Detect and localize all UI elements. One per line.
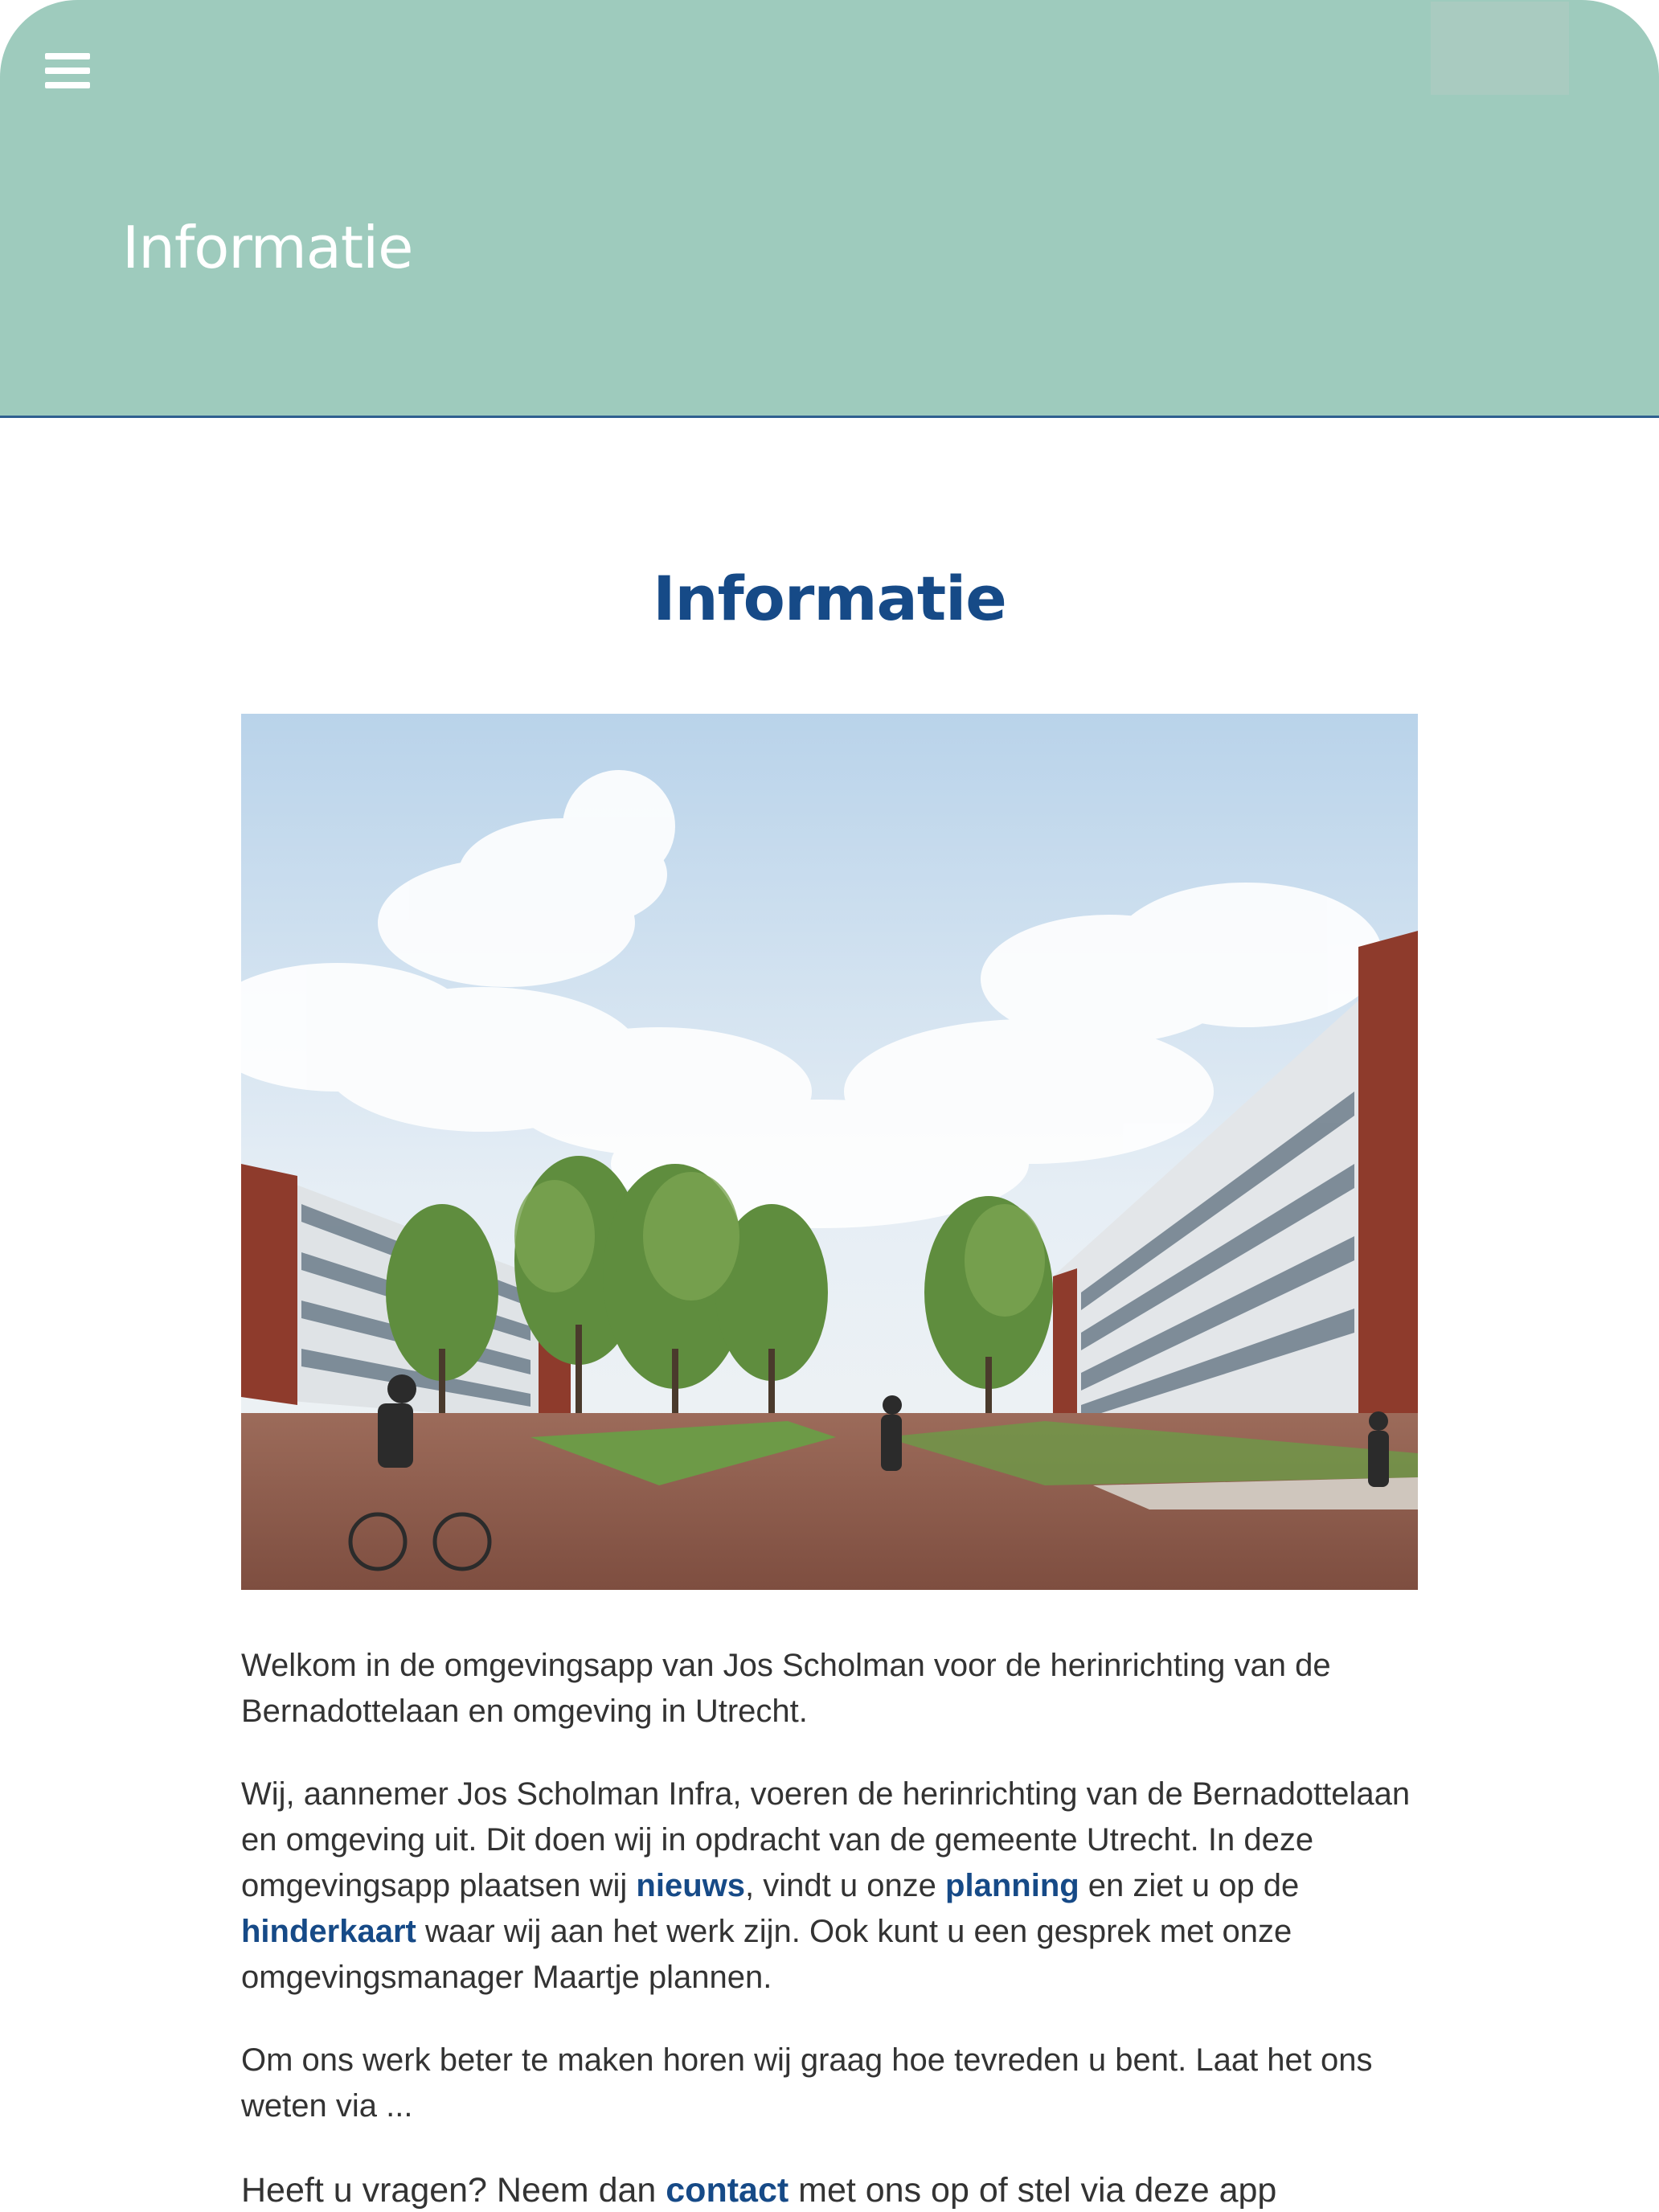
menu-bar [45, 82, 90, 88]
description-text: Wij, aannemer Jos Scholman Infra, voeren de herinrichting van de Bernadottelaan en omgeving uit. Dit doen wij in opdracht van de gemeente Utrecht. In deze omgevingsapp plaatsen wij [241, 1776, 1411, 1903]
description-text: en ziet u op de [1079, 1868, 1300, 1903]
contact-text: met ons op of stel via deze app [789, 2171, 1277, 2210]
app-header [0, 0, 1659, 418]
contact-paragraph [241, 2166, 1431, 2212]
description-paragraph [241, 1772, 1431, 2001]
link-nieuws[interactable]: nieuws [636, 1868, 745, 1903]
contact-text: Heeft u vragen? Neem dan [241, 2171, 666, 2210]
link-planning[interactable]: planning [945, 1868, 1079, 1903]
intro-paragraph: Welkom in de omgevingsapp van Jos Scholman voor de herinrichting van de Bernadottelaan en omgeving in Utrecht. [241, 1648, 1331, 1729]
link-hinderkaart[interactable]: hinderkaart [241, 1914, 416, 1949]
content-body [241, 1643, 1431, 2212]
description-text: , vindt u onze [745, 1868, 946, 1903]
menu-bar [45, 53, 90, 59]
hero-image [241, 714, 1418, 1590]
header-action-area[interactable] [1431, 2, 1569, 95]
hamburger-menu-icon[interactable] [42, 48, 95, 93]
description-text: waar wij aan het werk zijn. Ook kunt u een gesprek met onze omgevingsmanager Maartje plannen. [241, 1914, 1292, 1995]
menu-bar [45, 68, 90, 74]
page-title: Informatie [653, 562, 1006, 634]
feedback-paragraph: Om ons werk beter te maken horen wij graag hoe tevreden u bent. Laat het ons weten via ... [241, 2042, 1373, 2124]
header-title: Informatie [122, 214, 413, 281]
link-contact[interactable]: contact [666, 2171, 789, 2210]
